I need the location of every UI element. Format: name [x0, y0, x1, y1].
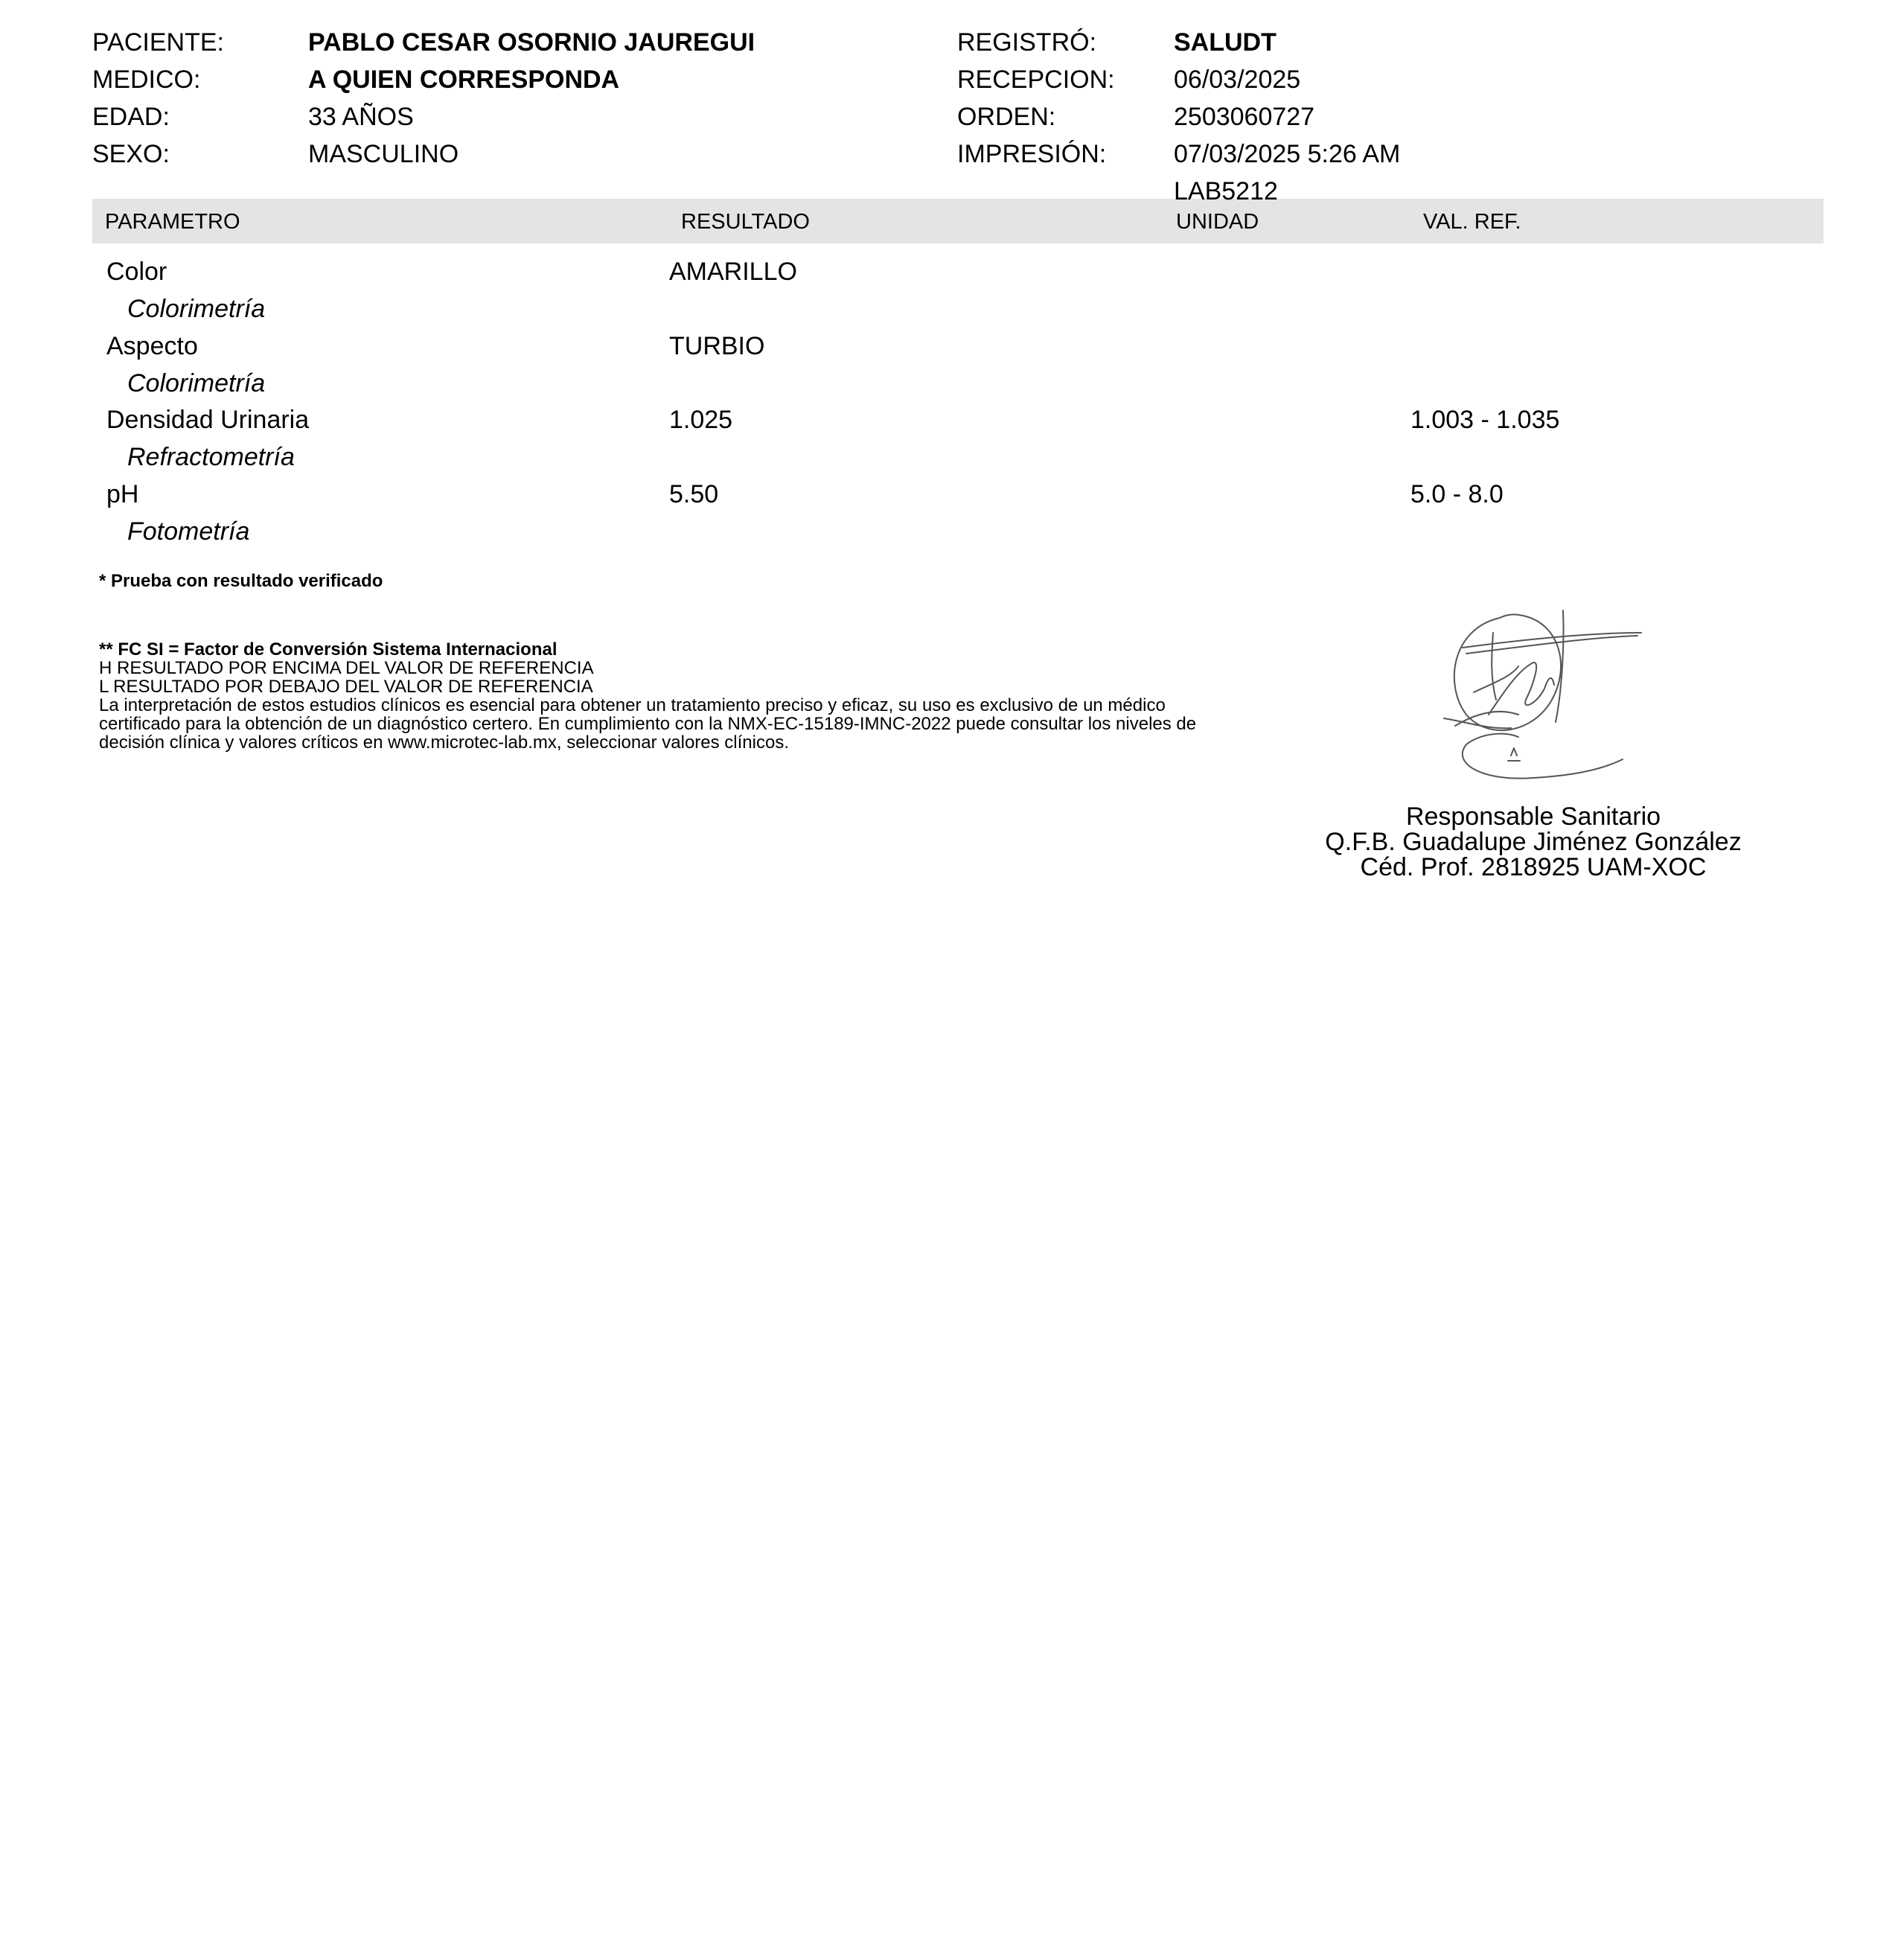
signature-image [1422, 603, 1660, 789]
orden-label: ORDEN: [957, 103, 1056, 131]
signature-name: Q.F.B. Guadalupe Jiménez González [1325, 828, 1742, 856]
registro-label: REGISTRÓ: [957, 28, 1097, 57]
impresion-label: IMPRESIÓN: [957, 140, 1107, 168]
row-result: 5.50 [669, 480, 719, 508]
row-parameter: pH [106, 480, 139, 508]
disclaimer-line-2: certificado para la obtención de un diagnóstico certero. En cumplimiento con la NMX-EC-15189-IMNC-2022 puede consultar los niveles de [99, 714, 1197, 734]
header-resultado: RESULTADO [681, 210, 810, 234]
row-parameter: Color [106, 258, 167, 286]
sexo-label: SEXO: [92, 140, 170, 168]
verified-note: * Prueba con resultado verificado [99, 571, 383, 591]
paciente-label: PACIENTE: [92, 28, 224, 57]
medico-value: A QUIEN CORRESPONDA [308, 66, 620, 94]
fc-si-note: ** FC SI = Factor de Conversión Sistema Internacional [99, 639, 557, 660]
row-method: Fotometría [127, 517, 250, 546]
medico-label: MEDICO: [92, 66, 201, 94]
recepcion-label: RECEPCION: [957, 66, 1115, 94]
paciente-value: PABLO CESAR OSORNIO JAUREGUI [308, 28, 755, 57]
signature-license: Céd. Prof. 2818925 UAM-XOC [1360, 853, 1707, 881]
signature-caption [1265, 804, 1801, 880]
registro-value: SALUDT [1174, 28, 1276, 57]
disclaimer-line-1: La interpretación de estos estudios clínicos es esencial para obtener un tratamiento preciso y eficaz, su uso es exclusivo de un médico [99, 695, 1166, 715]
row-ref: 5.0 - 8.0 [1410, 480, 1504, 508]
header-parametro: PARAMETRO [105, 210, 240, 234]
row-method: Colorimetría [127, 369, 266, 398]
row-method: Colorimetría [127, 295, 266, 323]
impresion-value: 07/03/2025 5:26 AM [1174, 140, 1401, 168]
edad-label: EDAD: [92, 103, 170, 131]
lab-code: LAB5212 [1174, 177, 1278, 205]
row-result: TURBIO [669, 332, 765, 360]
header-val-ref: VAL. REF. [1423, 210, 1521, 234]
row-ref: 1.003 - 1.035 [1410, 406, 1560, 434]
orden-value: 2503060727 [1174, 103, 1315, 131]
results-table-header [92, 199, 1824, 243]
edad-value: 33 AÑOS [308, 103, 414, 131]
row-method: Refractometría [127, 443, 295, 471]
row-parameter: Densidad Urinaria [106, 406, 310, 434]
disclaimer-line-3: decisión clínica y valores críticos en www.microtec-lab.mx, seleccionar valores clínicos. [99, 732, 789, 753]
recepcion-value: 06/03/2025 [1174, 66, 1301, 94]
signature-title: Responsable Sanitario [1405, 802, 1661, 831]
notes-block [99, 640, 1196, 752]
row-result: 1.025 [669, 406, 733, 434]
sexo-value: MASCULINO [308, 140, 459, 168]
row-result: AMARILLO [669, 258, 797, 286]
h-note: H RESULTADO POR ENCIMA DEL VALOR DE REFERENCIA [99, 658, 594, 678]
l-note: L RESULTADO POR DEBAJO DEL VALOR DE REFERENCIA [99, 677, 593, 697]
header-unidad: UNIDAD [1176, 210, 1259, 234]
row-parameter: Aspecto [106, 332, 198, 360]
